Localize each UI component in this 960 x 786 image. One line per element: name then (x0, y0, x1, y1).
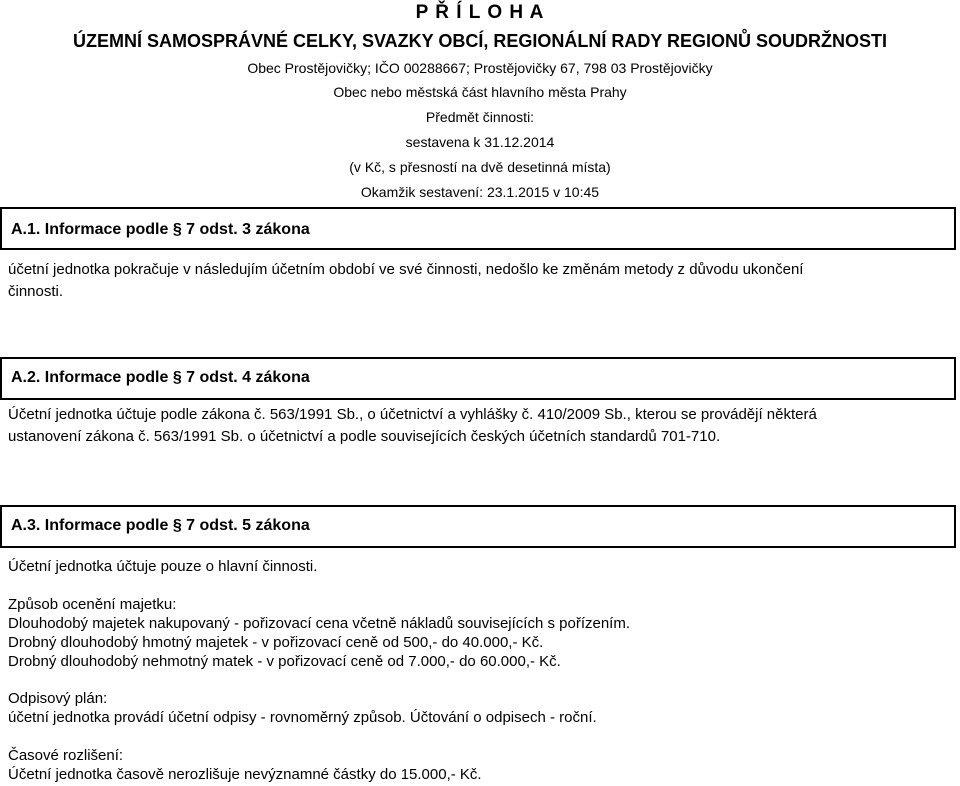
section-a2-text-line-2: ustanovení zákona č. 563/1991 Sb. o účetnictví a podle souvisejících českých účetních standardů 701-710. (8, 428, 721, 445)
page-title: P Ř Í L O H A (415, 2, 545, 23)
section-a1-box (0, 207, 956, 250)
valuation-heading: Způsob ocenění majetku: (8, 596, 177, 613)
section-a1-text-line-2: činnosti. (8, 283, 64, 300)
compiled-time-line: Okamžik sestavení: 23.1.2015 v 10:45 (360, 184, 600, 200)
section-a2-title: A.2. Informace podle § 7 odst. 4 zákona (11, 369, 310, 386)
currency-note-line: (v Kč, s přesností na dvě desetinná místa) (349, 159, 611, 175)
section-a2-text-line-1: Účetní jednotka účtuje podle zákona č. 563/1991 Sb., o účetnictví a vyhlášky č. 410/2009 Sb., kterou se provádějí některá (8, 406, 817, 423)
compiled-date-line: sestavena k 31.12.2014 (405, 134, 555, 150)
valuation-line-2: Drobný dlouhodobý hmotný majetek - v pořizovací ceně od 500,- do 40.000,- Kč. (8, 634, 544, 651)
section-a1-title: A.1. Informace podle § 7 odst. 3 zákona (11, 221, 310, 238)
section-a3-intro: Účetní jednotka účtuje pouze o hlavní činnosti. (8, 558, 318, 575)
section-a3-box (0, 505, 956, 548)
activity-line: Předmět činnosti: (425, 109, 535, 125)
accrual-line: Účetní jednotka časově nerozlišuje nevýznamné částky do 15.000,- Kč. (8, 766, 482, 783)
section-a3-title: A.3. Informace podle § 7 odst. 5 zákona (11, 517, 310, 534)
section-a2-box (0, 357, 956, 400)
valuation-line-3: Drobný dlouhodobý nehmotný matek - v pořizovací ceně od 7.000,- do 60.000,- Kč. (8, 653, 561, 670)
organization-line: Obec Prostějovičky; IČO 00288667; Prostějovičky 67, 798 03 Prostějovičky (247, 60, 713, 76)
section-a1-text-line-1: účetní jednotka pokračuje v následujím účetním období ve své činnosti, nedošlo ke změnám metody z důvodu ukončení (8, 261, 804, 278)
accrual-heading: Časové rozlišení: (8, 747, 124, 764)
depreciation-line: účetní jednotka provádí účetní odpisy - rovnoměrný způsob. Účtování o odpisech - roční. (8, 709, 597, 726)
valuation-line-1: Dlouhodobý majetek nakupovaný - pořizovací cena včetně nákladů souvisejících s pořízením. (8, 615, 631, 632)
organization-type-line: Obec nebo městská část hlavního města Prahy (333, 84, 627, 100)
depreciation-heading: Odpisový plán: (8, 690, 108, 707)
page-subtitle: ÚZEMNÍ SAMOSPRÁVNÉ CELKY, SVAZKY OBCÍ, REGIONÁLNÍ RADY REGIONŮ SOUDRŽNOSTI (72, 31, 888, 51)
